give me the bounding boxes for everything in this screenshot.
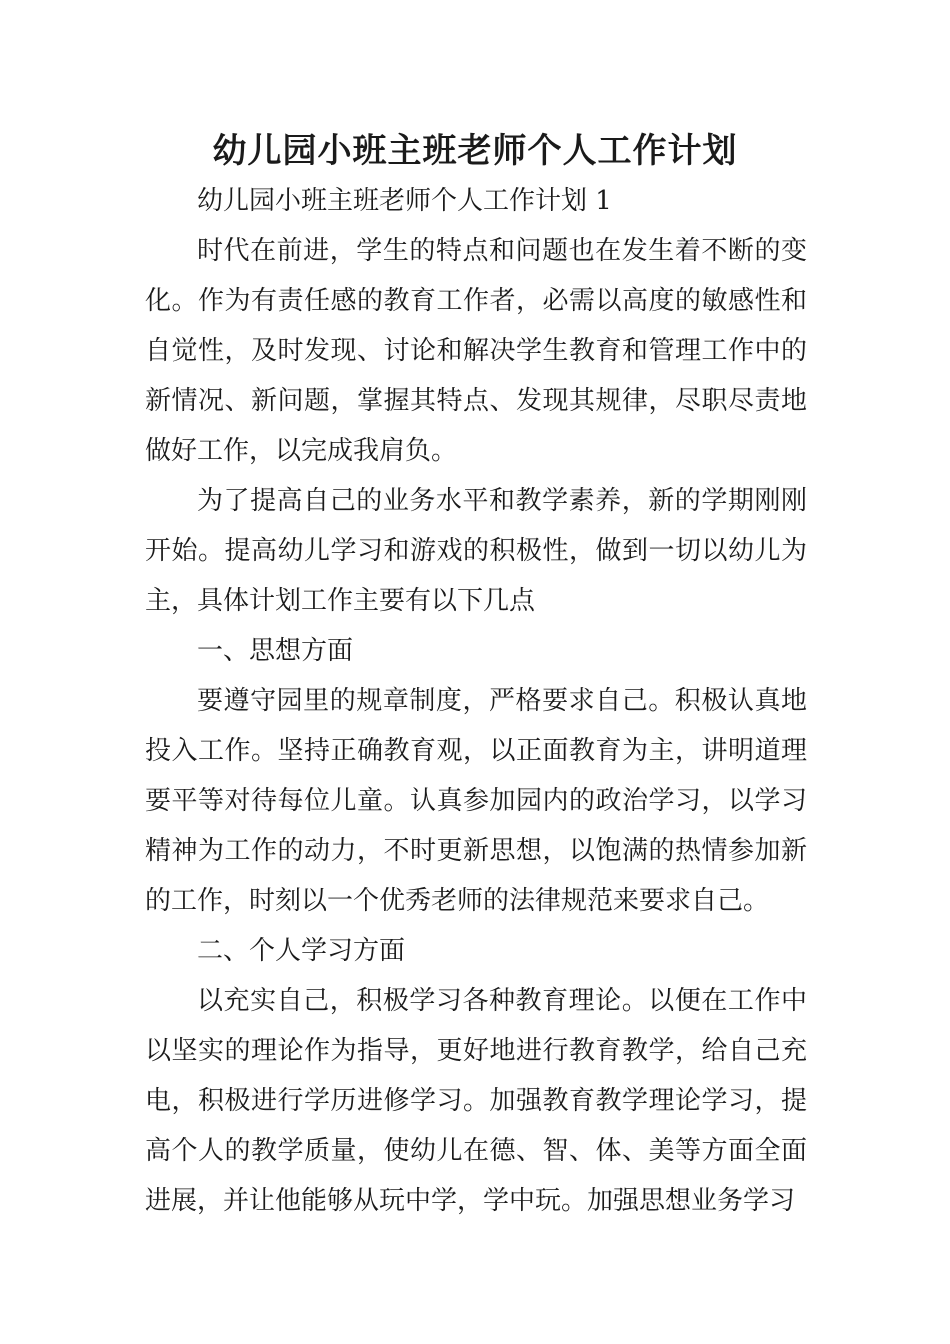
plan-subtitle: 幼儿园小班主班老师个人工作计划 1 bbox=[197, 186, 612, 216]
section-heading-study: 二、个人学习方面 bbox=[197, 936, 406, 966]
document-body bbox=[145, 176, 807, 1226]
section-heading-thought: 一、思想方面 bbox=[197, 636, 354, 666]
paragraph-study: 以充实自己，积极学习各种教育理论。以便在工作中以坚实的理论作为指导，更好地进行教育教学，给自己充电，积极进行学历进修学习。加强教育教学理论学习，提高个人的教学质量，使幼儿在德、智、体、美等方面全面进展，并让他能够从玩中学，学中玩。加强思想业务学习 bbox=[145, 986, 807, 1216]
paragraph-intro: 时代在前进，学生的特点和问题也在发生着不断的变化。作为有责任感的教育工作者，必需以高度的敏感性和自觉性，及时发现、讨论和解决学生教育和管理工作中的新情况、新问题，掌握其特点、发现其规律，尽职尽责地做好工作，以完成我肩负。 bbox=[145, 236, 807, 466]
document-title: 幼儿园小班主班老师个人工作计划 bbox=[212, 131, 738, 171]
paragraph-thought: 要遵守园里的规章制度，严格要求自己。积极认真地投入工作。坚持正确教育观，以正面教育为主，讲明道理要平等对待每位儿童。认真参加园内的政治学习，以学习精神为工作的动力，不时更新思想，以饱满的热情参加新的工作，时刻以一个优秀老师的法律规范来要求自己。 bbox=[145, 686, 807, 916]
paragraph-goal: 为了提高自己的业务水平和教学素养，新的学期刚刚开始。提高幼儿学习和游戏的积极性，做到一切以幼儿为主，具体计划工作主要有以下几点 bbox=[145, 486, 807, 616]
